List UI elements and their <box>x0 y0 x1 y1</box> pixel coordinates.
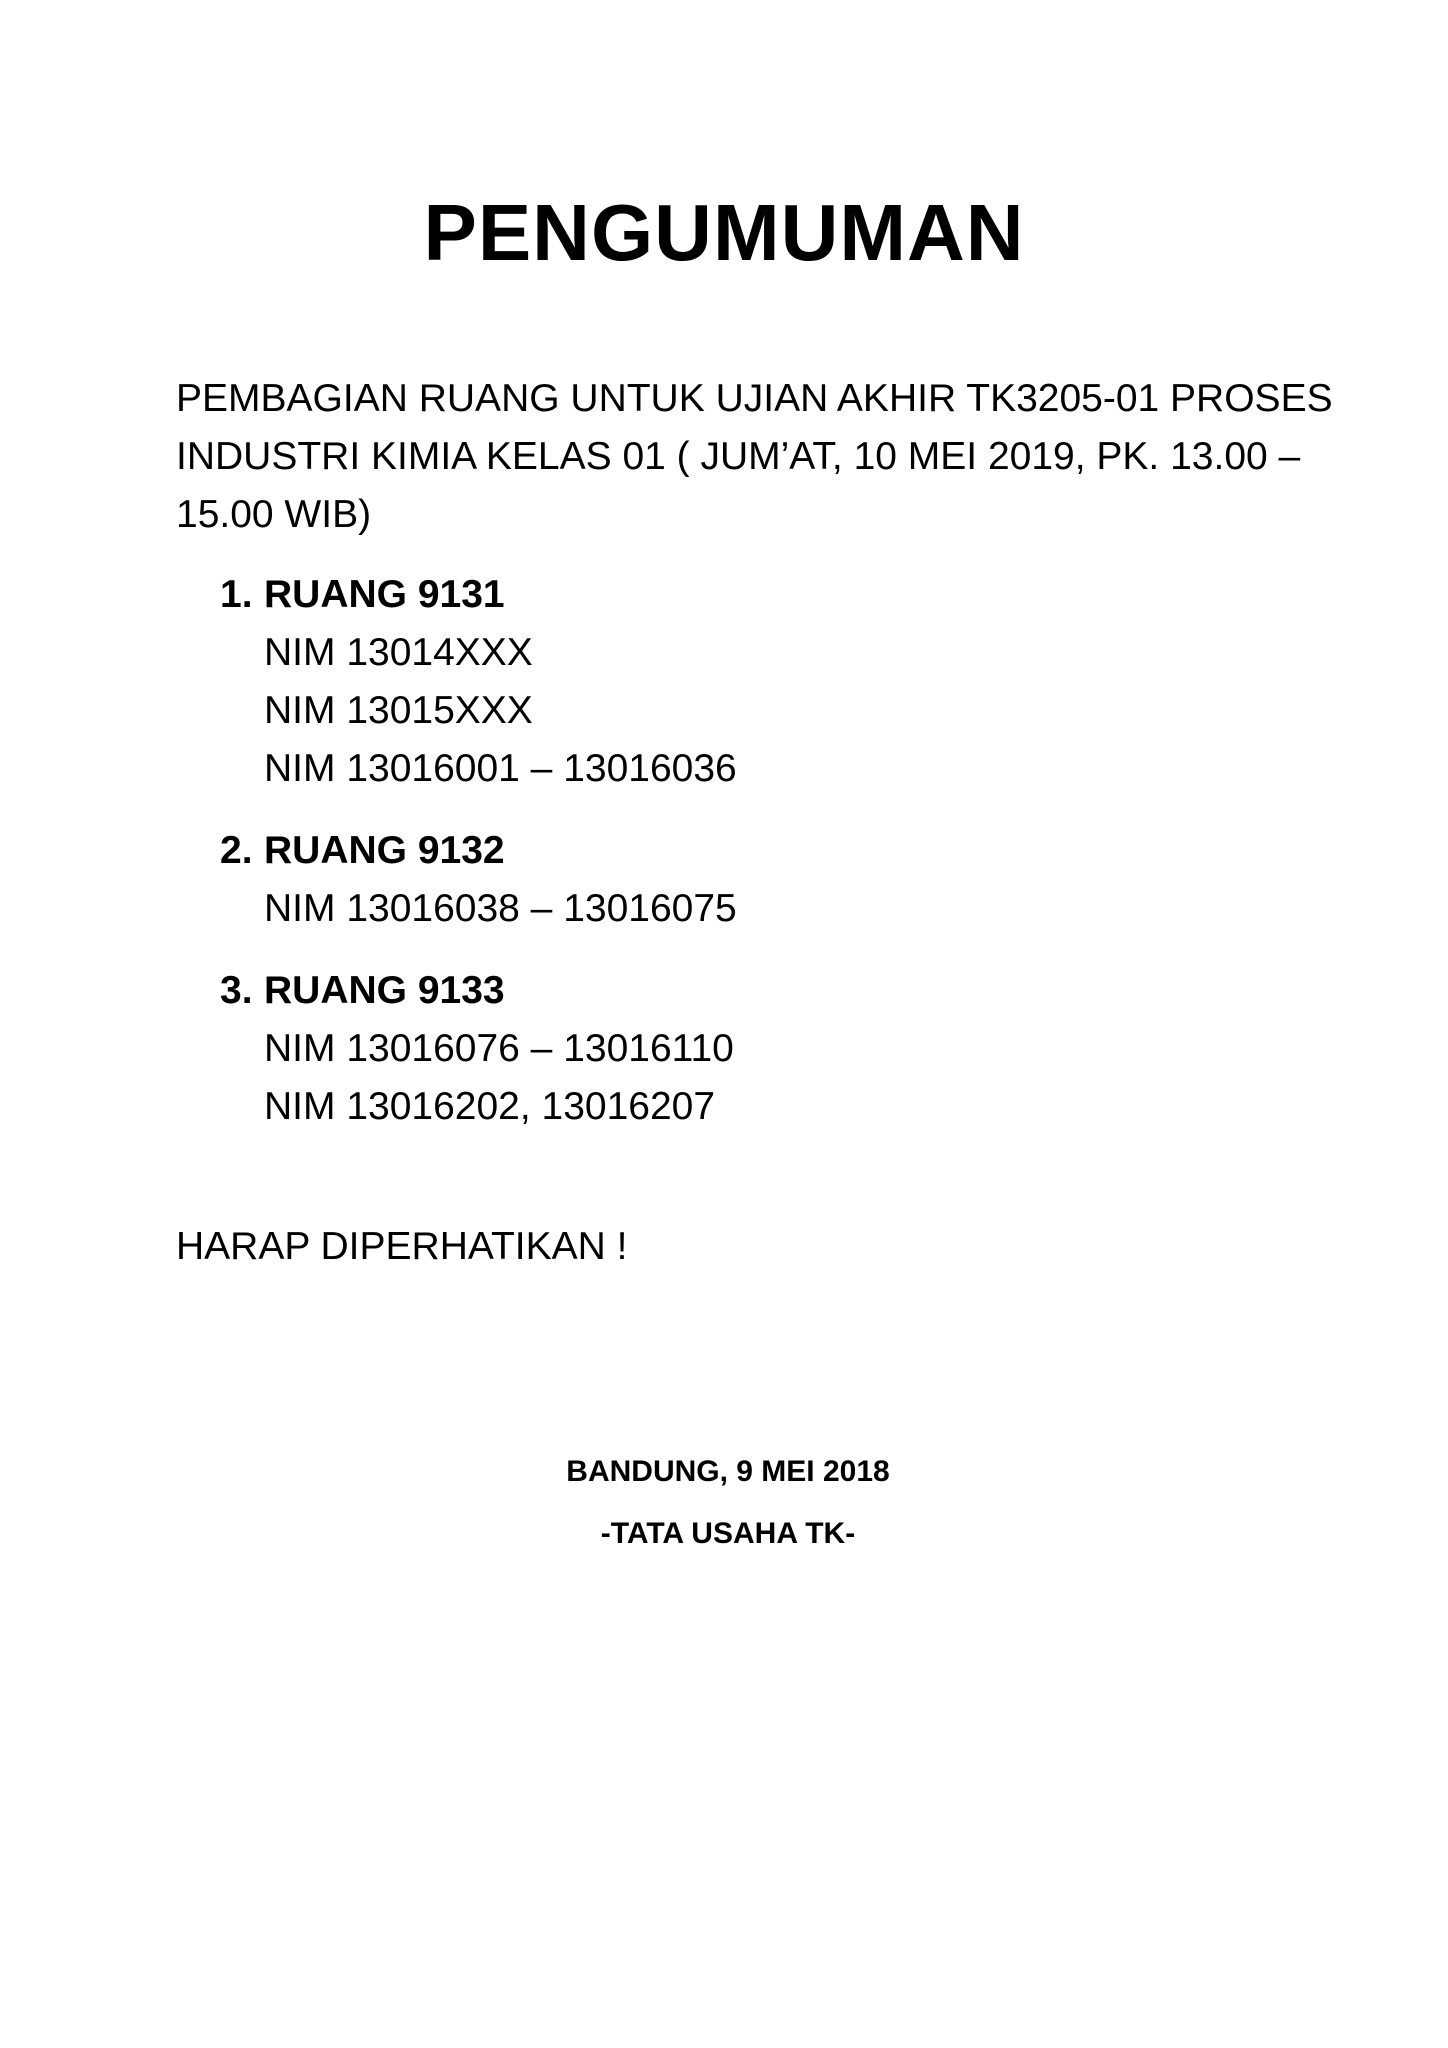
room-number: 2. <box>220 829 253 872</box>
room-heading <box>220 962 1220 1020</box>
room-heading <box>220 566 1220 624</box>
room-list <box>220 566 1220 1160</box>
nim-range: NIM 13016038 – 13016075 <box>264 887 737 930</box>
nim-range: NIM 13016001 – 13016036 <box>264 747 737 790</box>
room-name: RUANG 9133 <box>264 969 505 1012</box>
room-number: 3. <box>220 969 253 1012</box>
room-heading <box>220 822 1220 880</box>
room-name: RUANG 9131 <box>264 573 505 616</box>
nim-range: NIM 13015XXX <box>264 689 533 732</box>
document-title: PENGUMUMAN <box>423 188 1025 277</box>
notice-text: HARAP DIPERHATIKAN ! <box>176 1225 628 1268</box>
intro-line: PEMBAGIAN RUANG UNTUK UJIAN AKHIR TK3205-01 PROSES <box>176 377 1333 420</box>
signature: -TATA USAHA TK- <box>600 1517 856 1550</box>
nim-range: NIM 13016076 – 13016110 <box>264 1027 734 1070</box>
place-date: BANDUNG, 9 MEI 2018 <box>566 1455 890 1488</box>
room-item <box>220 822 1220 938</box>
room-name: RUANG 9132 <box>264 829 505 872</box>
room-item <box>220 566 1220 798</box>
nim-range: NIM 13016202, 13016207 <box>264 1085 716 1128</box>
intro-line: INDUSTRI KIMIA KELAS 01 ( JUM’AT, 10 MEI 2019, PK. 13.00 – <box>176 435 1301 478</box>
room-number: 1. <box>220 573 253 616</box>
intro-line: 15.00 WIB) <box>176 493 372 536</box>
intro-paragraph <box>176 370 1333 544</box>
nim-range: NIM 13014XXX <box>264 631 533 674</box>
room-item <box>220 962 1220 1136</box>
